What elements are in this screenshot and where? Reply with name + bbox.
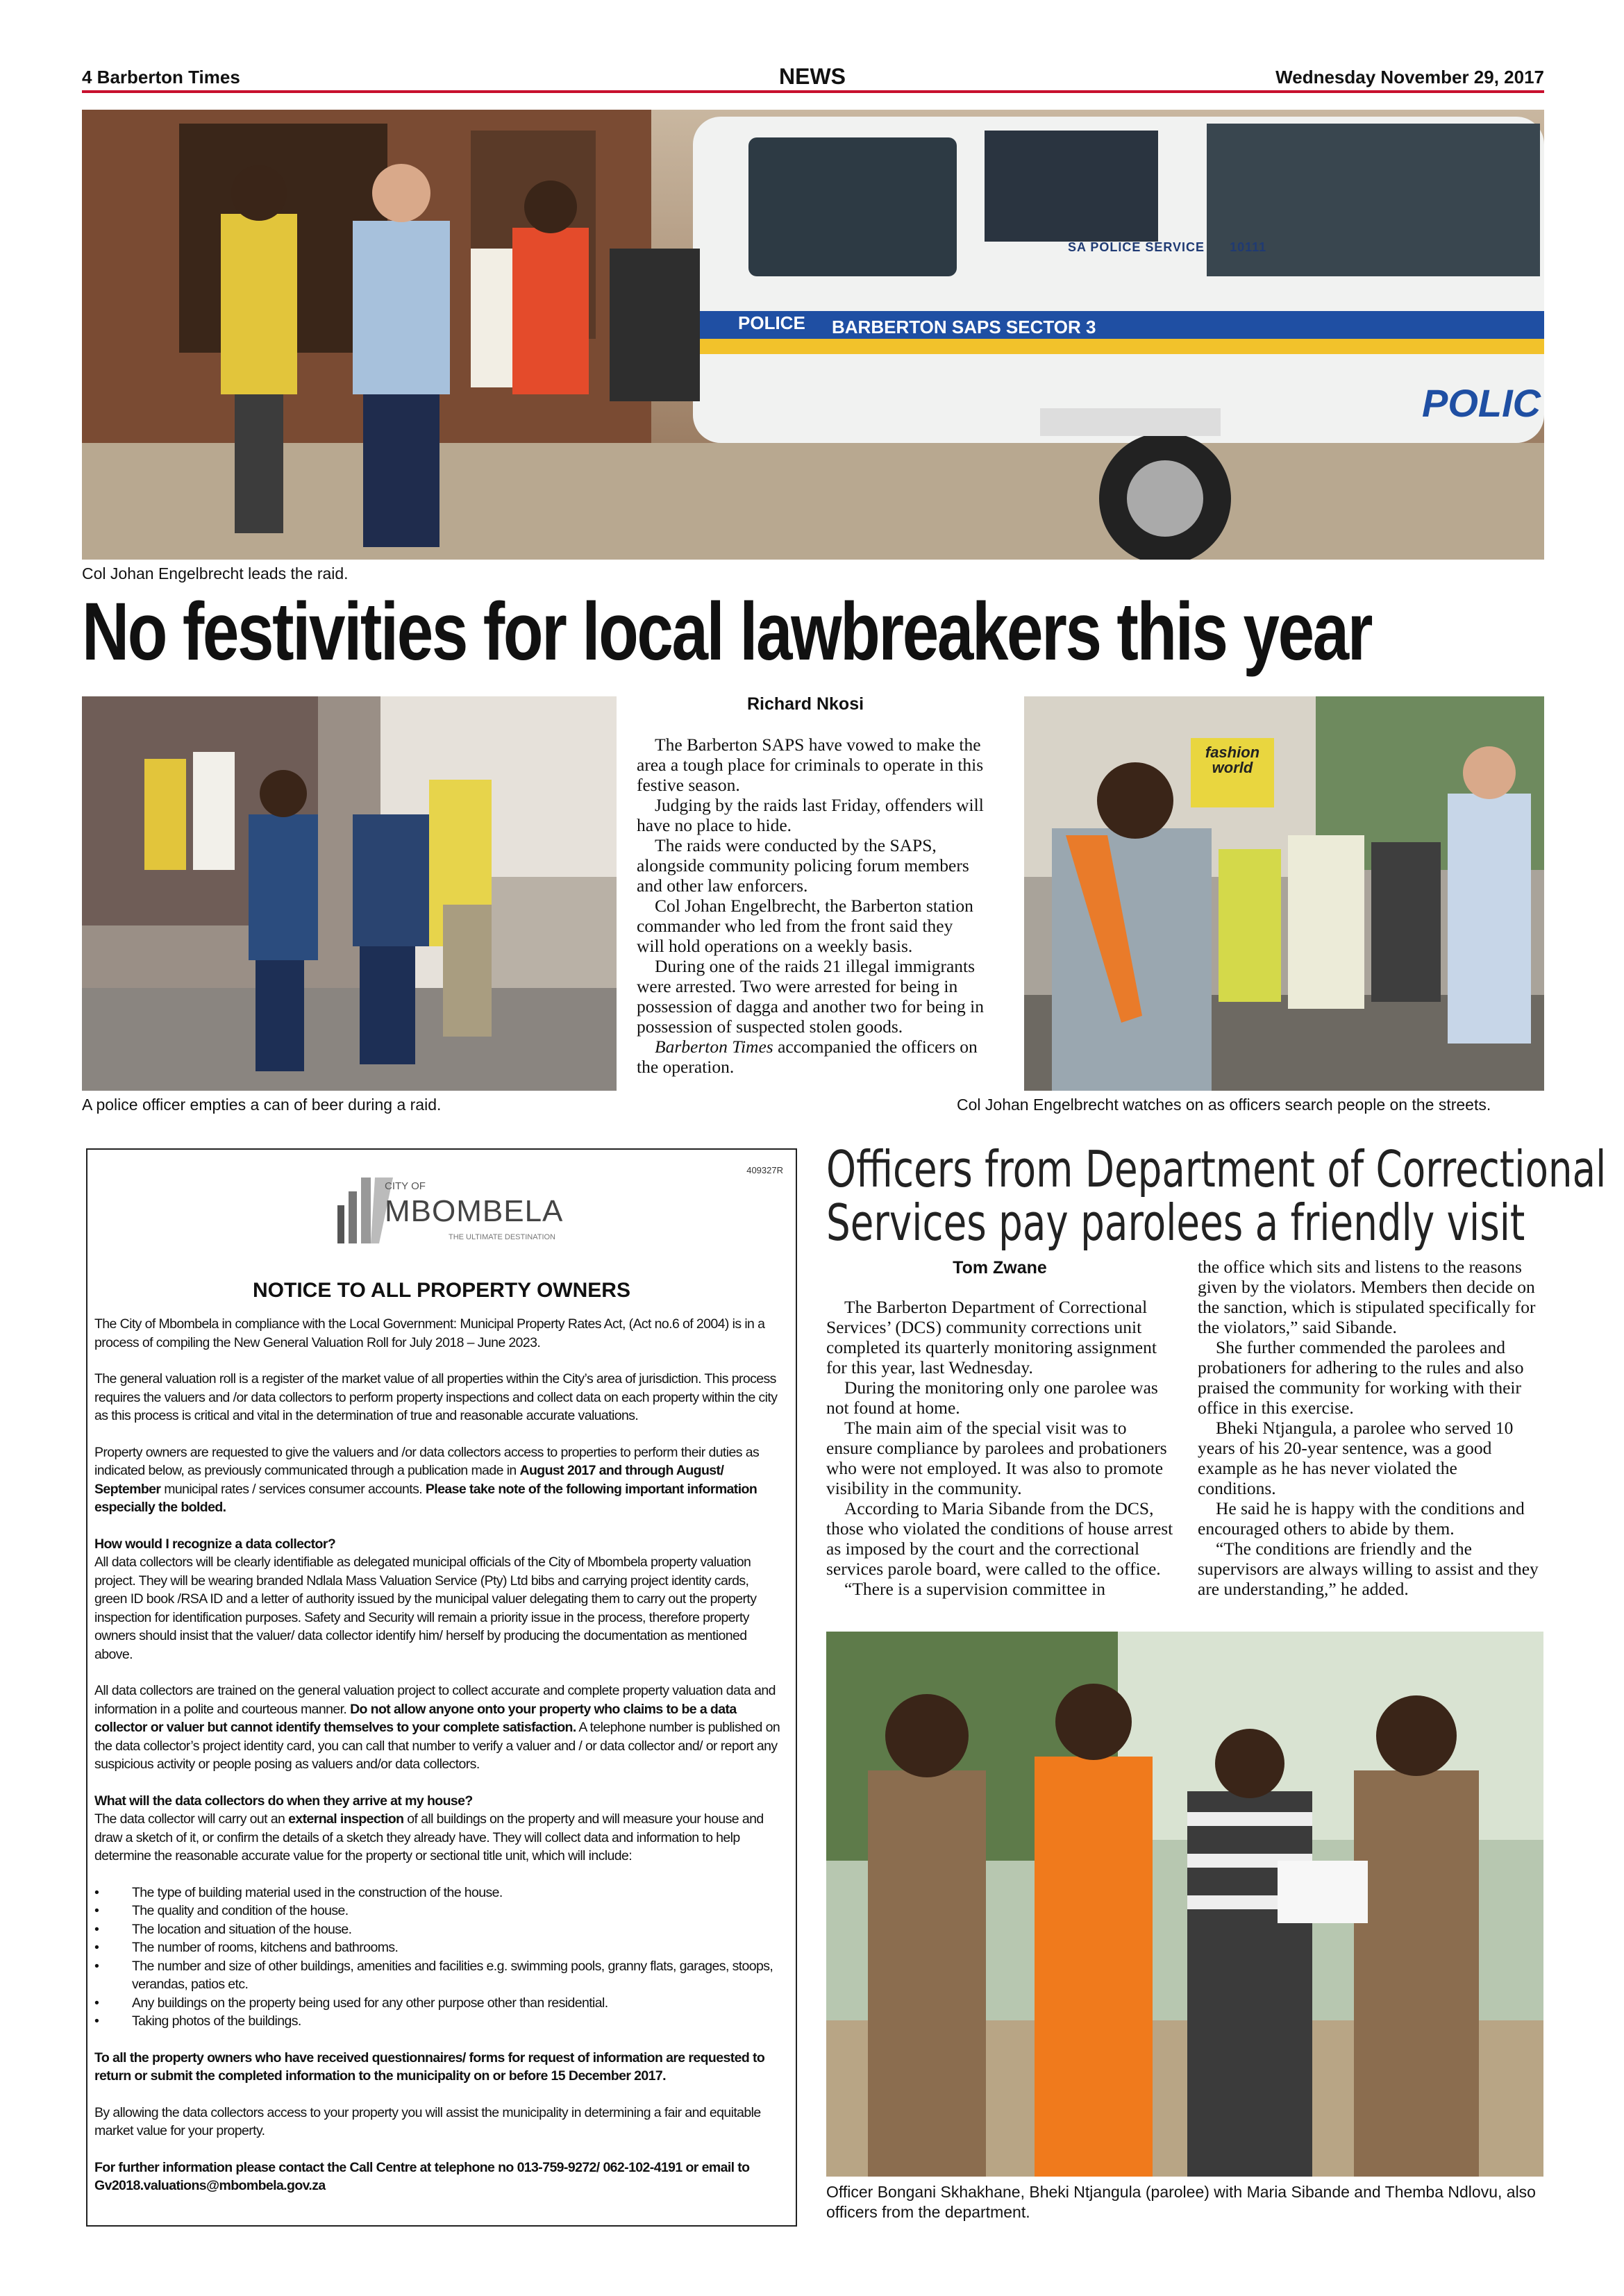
beer-raid-photo (82, 696, 617, 1091)
main-paragraph: Col Johan Engelbrecht, the Barberton station commander who led from the front said they will hold operations on a weekly basis. (637, 896, 973, 956)
advert-text-bold: August 2017 and through August/ September (94, 1463, 724, 1497)
main-paragraph-closing (637, 1037, 984, 1077)
story-paragraph: According to Maria Sibande from the DCS, those who violated the conditions of house arrest as imposed by the court and the correctional services parole board, were called to the office. (826, 1498, 1173, 1579)
list-item: • The quality and condition of the house. (94, 1902, 782, 1920)
logo-city-of: CITY OF (385, 1180, 426, 1192)
advert-contact (94, 2159, 782, 2195)
advert-paragraph (94, 1682, 782, 1774)
advert-section (94, 1792, 782, 1866)
main-headline: No festivities for local lawbreakers this year (82, 586, 1372, 678)
closing-text: accompanied the officers on the operation. (637, 1037, 978, 1077)
story-paragraph: She further commended the parolees and probationers for adhering to the rules and also praised the community for working with their office in this exercise. (1198, 1337, 1524, 1418)
list-item: • The number of rooms, kitchens and bathrooms. (94, 1938, 782, 1957)
vehicle-phone-text: 10111 (1230, 240, 1267, 254)
section-label: NEWS (779, 64, 846, 89)
lead-photo-caption: Col Johan Engelbrecht leads the raid. (82, 564, 349, 583)
vehicle-sector-text: BARBERTON SAPS SECTOR 3 (832, 317, 1096, 337)
advert-title: NOTICE TO ALL PROPERTY OWNERS (253, 1279, 630, 1302)
street-search-caption: Col Johan Engelbrecht watches on as officers search people on the streets. (957, 1096, 1491, 1114)
main-paragraph: The raids were conducted by the SAPS, alongside community policing forum members and other law enforcers. (637, 835, 969, 896)
second-byline: Tom Zwane (953, 1258, 1047, 1277)
list-item: • The number and size of other buildings, amenities and facilities e.g. swimming pools, granny flats, garages, stoops, verandas, patios etc. (94, 1957, 782, 1994)
street-search-photo (1024, 696, 1544, 1091)
advert-text: All data collectors are trained on the general valuation project to collect accurate and complete property valuation data and information in a polite and courteous manner. (94, 1683, 776, 1717)
municipal-notice-advert (86, 1148, 797, 2227)
advert-text-bold: Please take note of the following important information especially the bolded. (94, 1481, 757, 1515)
story-paragraph: The Barberton Department of Correctional Services’ (DCS) community corrections unit completed its quarterly monitoring assignment for this year, last Wednesday. (826, 1297, 1157, 1377)
advert-question: What will the data collectors do when they arrive at my house? (94, 1793, 473, 1809)
main-byline: Richard Nkosi (746, 694, 864, 714)
header-rule (82, 90, 1544, 93)
advert-paragraph (94, 1443, 782, 1517)
story-paragraph: “The conditions are friendly and the supervisors are always willing to assist and they are understanding,” he added. (1198, 1539, 1539, 1599)
fashion-world-sign: fashion world (1205, 744, 1260, 776)
advert-code: 409327R (746, 1165, 783, 1175)
list-item: • The location and situation of the house. (94, 1920, 782, 1939)
advert-question: How would I recognize a data collector? (94, 1536, 336, 1552)
advert-paragraph: By allowing the data collectors access to your property you will assist the municipality in determining a fair and equitable market value for your property. (94, 2104, 761, 2138)
second-story-col2 (1198, 1257, 1539, 1599)
advert-body (94, 1315, 782, 2213)
issue-date: Wednesday November 29, 2017 (1275, 67, 1544, 87)
lead-photo (82, 110, 1544, 560)
second-headline-line2: Services pay parolees a friendly visit (826, 1193, 1525, 1252)
list-item: • Taking photos of the buildings. (94, 2012, 782, 2031)
list-item: • The type of building material used in the construction of the house. (94, 1884, 782, 1902)
advert-text-bold: external inspection (288, 1811, 404, 1827)
story-paragraph: He said he is happy with the conditions and encouraged others to abide by them. (1198, 1498, 1525, 1539)
mbombela-logo (330, 1171, 564, 1247)
vehicle-service-text: SA POLICE SERVICE (1068, 240, 1205, 254)
advert-paragraph-bold (94, 2049, 782, 2086)
main-paragraph: During one of the raids 21 illegal immigrants were arrested. Two were arrested for being in possession of dagga and another two for being in possession of suspected stolen goods. (637, 956, 984, 1037)
story-paragraph: Bheki Ntjangula, a parolee who served 10 years of his 20-year sentence, was a good example as he has never violated the conditions. (1198, 1418, 1514, 1498)
second-headline-line1: Officers from Department of Correctional (826, 1140, 1607, 1198)
main-paragraph: The Barberton SAPS have vowed to make the area a tough place for criminals to operate in this festive season. (637, 735, 984, 795)
story-paragraph: the office which sits and listens to the reasons given by the violators. Members then decide on the sanction, which is stipulated specifically for the violators,” said Sibande. (1198, 1257, 1536, 1337)
advert-bullet-list (94, 1884, 782, 2031)
advert-text-bold: To all the property owners who have received questionnaires/ forms for request of information are requested to return or submit the completed information to the municipality on or before 15 December 2017. (94, 2050, 765, 2084)
story-paragraph: During the monitoring only one parolee was not found at home. (826, 1377, 1158, 1418)
advert-contact-text: For further information please contact the Call Centre at telephone no 013-759-9272/ 062-102-4191 or email to Gv2018.valuations@mbombela.gov.za (94, 2159, 750, 2193)
advert-section (94, 1535, 782, 1664)
advert-text: Property owners are requested to give the valuers and /or data collectors access to properties to perform their duties as indicated below, as previously communicated through a publication made in (94, 1444, 760, 1478)
advert-text: All data collectors will be clearly identifiable as delegated municipal officials of the City of Mbombela property valuation project. They will be wearing branded Ndlala Mass Valuation Service (Pty) Ltd bibs and carrying project identity cards, green ID book /RSA ID and a letter of authority issued by the municipal valuer delegating them to carry out the property inspection for identification purposes. Safety and Security will remain a priority issue in the process, therefore property owners should insist that the valuer/ data collector identify him/ herself by producing the documentation as mentioned above. (94, 1555, 757, 1662)
main-paragraph: Judging by the raids last Friday, offenders will have no place to hide. (637, 795, 984, 835)
page-folio: 4 Barberton Times (82, 67, 240, 87)
parolee-visit-caption: Officer Bongani Skhakhane, Bheki Ntjangula (parolee) with Maria Sibande and Themba Ndlovu, also officers from the department. (826, 2183, 1536, 2221)
advert-text: of all buildings on the property and will measure your house and draw a sketch of it, or confirm the details of a sketch they already have. They will collect data and information to help determine the reasonable accurate value for the property or sectional title unit, which will include: (94, 1811, 764, 1863)
main-story-body (637, 735, 984, 1077)
beer-raid-caption: A police officer empties a can of beer during a raid. (82, 1096, 442, 1114)
logo-mbombela: MBOMBELA (385, 1194, 564, 1228)
story-paragraph: The main aim of the special visit was to ensure compliance by parolees and probationers who were not employed. It was also to promote visibility in the community. (826, 1418, 1167, 1498)
advert-text: municipal rates / services consumer accounts. (160, 1481, 426, 1497)
parolee-visit-photo (826, 1632, 1543, 2177)
advert-paragraph: The City of Mbombela in compliance with the Local Government: Municipal Property Rates Act, (Act no.6 of 2004) is in a process of compiling the New General Valuation Roll for July 2018 – June 2023. (94, 1316, 765, 1350)
vehicle-door-text: POLICE (738, 312, 805, 333)
logo-tagline: THE ULTIMATE DESTINATION (449, 1233, 556, 1241)
second-story-col1 (826, 1297, 1177, 1599)
advert-text: The data collector will carry out an (94, 1811, 289, 1827)
list-item: • Any buildings on the property being used for any other purpose other than residential. (94, 1994, 782, 2013)
story-paragraph: “There is a supervision committee in (844, 1579, 1106, 1599)
advert-text-bold: Do not allow anyone onto your property who claims to be a data collector or valuer but cannot identify themselves to your complete satisfaction. (94, 1701, 737, 1735)
advert-text: A telephone number is published on the data collector’s project identity card, you can call that number to verify a valuer and / or data collector and/ or report any suspicious activity or people posing as valuers and/or data collectors. (94, 1720, 780, 1772)
advert-paragraph: The general valuation roll is a register of the market value of all properties within the City’s area of jurisdiction. This process requires the valuers and /or data collectors to perform property inspections and collect data on each property within the city as this process is critical and vital in the determination of true and reasonable accurate valuations. (94, 1371, 778, 1423)
publication-name: Barberton Times (655, 1037, 773, 1057)
vehicle-side-text: POLIC (1422, 381, 1541, 425)
